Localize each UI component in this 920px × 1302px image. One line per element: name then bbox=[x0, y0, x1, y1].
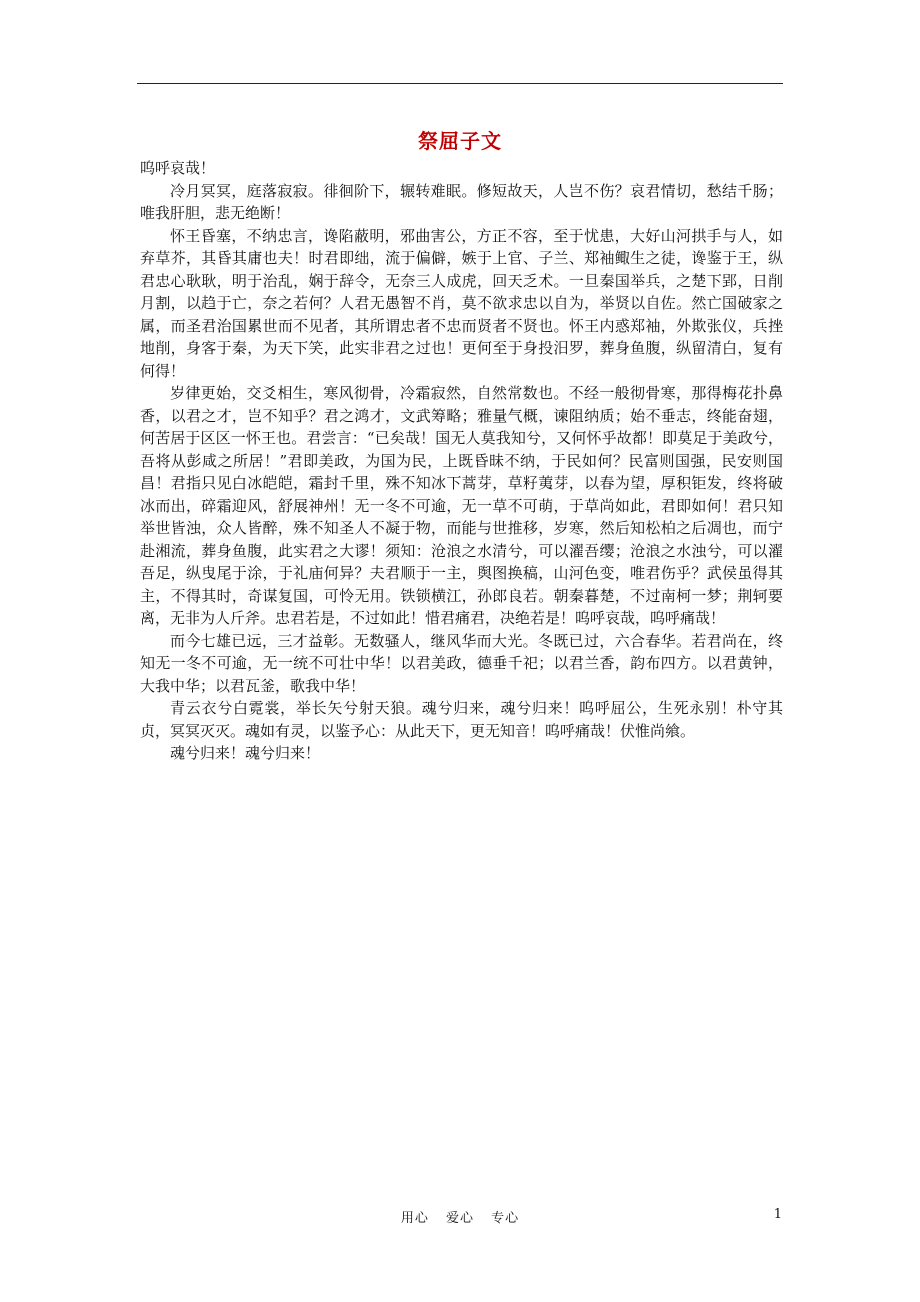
document-body bbox=[140, 157, 783, 765]
header-rule bbox=[137, 83, 783, 84]
paragraph: 怀王昏塞，不纳忠言，谗陷蔽明，邪曲害公，方正不容，至于忧患，大好山河拱手与人，如弃草芥，其昏其庸也夫！时君即绌，流于偏僻，嫉于上官、子兰、郑袖鲰生之徒，谗鉴于王，纵君忠心耿耿，明于治乱，娴于辞令，无奈三人成虎，回天乏术。一旦秦国举兵，之楚下郢，日削月割，以趋于亡，奈之若何？人君无愚智不肖，莫不欲求忠以自为，举贤以自佐。然亡国破家之属，而圣君治国累世而不见者，其所谓忠者不忠而贤者不贤也。怀王内惑郑袖，外欺张仪，兵挫地削，身客于秦，为天下笑，此实非君之过也！更何至于身投汨罗，葬身鱼腹，纵留清白，复有何得！ bbox=[140, 226, 783, 380]
paragraph: 青云衣兮白霓裳，举长矢兮射天狼。魂兮归来，魂兮归来！呜呼屈公，生死永别！朴守其贞，冥冥灭灭。魂如有灵，以鉴予心：从此天下，更无知音！呜呼痛哉！伏惟尚飨。 bbox=[140, 699, 783, 740]
document-title: 祭屈子文 bbox=[418, 129, 502, 153]
paragraph: 岁律更始，交爻相生，寒风彻骨，冷霜寂然，自然常数也。不经一般彻骨寒，那得梅花扑鼻香，以君之才，岂不知乎？君之鸿才，文武筹略；雅量气概，谏阻纳质；始不垂志，终能奋翅，何苦居于区区一怀王也。君尝言：“已矣哉！国无人莫我知兮，又何怀乎故都！即莫足于美政兮，吾将从彭咸之所居！”君即美政，为国为民，上既昏昧不纳，于民如何？民富则国强，民安则国昌！君指只见白冰皑皑，霜封千里，殊不知冰下蒿芽，草籽荑芽，以春为望，厚积钜发，终将破冰而出，碎霜迎风，舒展神州！无一冬不可逾，无一草不可萌，于草尚如此，君即如何！君只知举世皆浊，众人皆醉，殊不知圣人不凝于物，而能与世推移，岁寒，然后知松柏之后凋也，而宁赴湘流，葬身鱼腹，此实君之大谬！须知：沧浪之水清兮，可以濯吾缨；沧浪之水浊兮，可以濯吾足，纵曳尾于涂，于礼庙何异？夫君顺于一主，舆图换稿，山河色变，唯君伤乎？武侯虽得其主，不得其时，奇谋复国，可怜无用。铁锁横江，孙郎良若。朝秦暮楚，不过南柯一梦；荆轲要离，无非为人斤斧。忠君若是，不过如此！惜君痛君，决绝若是！呜呼哀哉，呜呼痛哉！ bbox=[140, 384, 783, 627]
paragraph: 冷月冥冥，庭落寂寂。徘徊阶下，辗转难眠。修短故天，人岂不伤？哀君情切，愁结千肠；唯我肝胆，悲无绝断！ bbox=[140, 181, 783, 222]
paragraph-closing: 魂兮归来！魂兮归来！ bbox=[170, 744, 321, 762]
paragraph: 而今七雄已远，三才益彰。无数骚人，继风华而大光。冬既已过，六合春华。若君尚在，终知无一冬不可逾，无一统不可壮中华！以君美政，德垂千祀；以君兰香，韵布四方。以君黄钟，大我中华；以君瓦釜，歌我中华！ bbox=[140, 631, 783, 695]
page-number: 1 bbox=[773, 1207, 782, 1222]
paragraph-opening: 呜呼哀哉！ bbox=[140, 159, 216, 177]
footer-text: 用心 爱心 专心 bbox=[400, 1211, 520, 1226]
